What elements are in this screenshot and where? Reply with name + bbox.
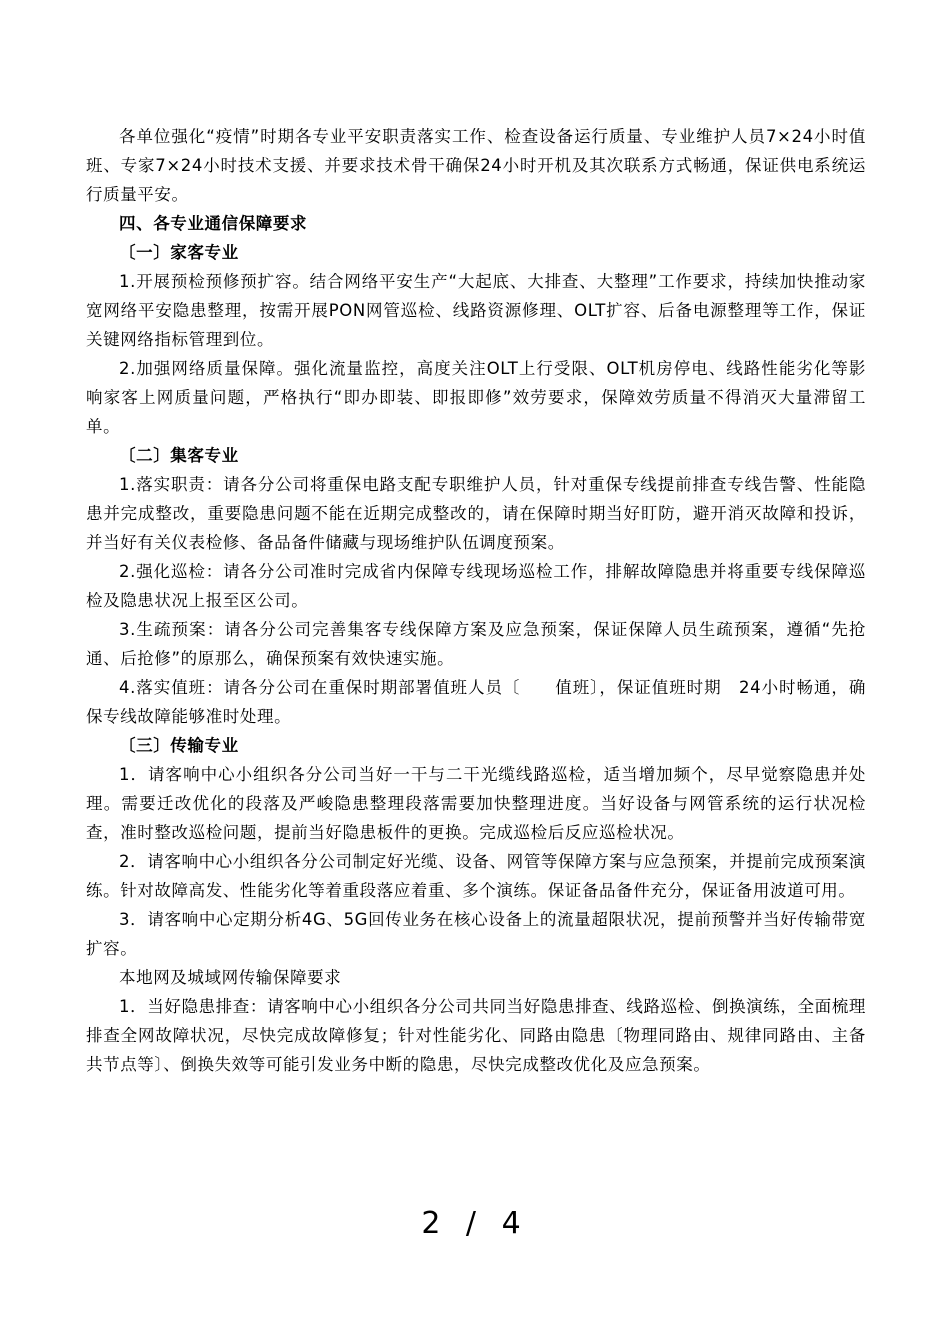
subsection-heading-group-customer: 〔二〕集客专业 [119, 446, 239, 465]
paragraph-group-4: 4.落实值班：请各分公司在重保时期部署值班人员〔 值班〕，保证值班时期 24小时畅通，确保专线故障能够准时处理。 [86, 678, 866, 726]
paragraph-home-1: 1.开展预检预修预扩容。结合网络平安生产“大起底、大排查、大整理”工作要求，持续加快推动家宽网络平安隐患整理，按需开展PON网管巡检、线路资源修理、OLT扩容、后备电源整理等工作，保证关键网络指标管理到位。 [86, 272, 866, 349]
paragraph-group-1: 1.落实职责：请各分公司将重保电路支配专职维护人员，针对重保专线提前排查专线告警、性能隐患并完成整改，重要隐患问题不能在近期完成整改的，请在保障时期当好盯防，避开消灭故障和投诉，并当好有关仪表检修、备品备件储藏与现场维护队伍调度预案。 [86, 475, 866, 552]
paragraph-intro: 各单位强化“疫情”时期各专业平安职责落实工作、检查设备运行质量、专业维护人员7×24小时值班、专家7×24小时技术支援、并要求技术骨干确保24小时开机及其次联系方式畅通，保证供电系统运行质量平安。 [86, 127, 866, 204]
paragraph-group-2: 2.强化巡检：请各分公司准时完成省内保障专线现场巡检工作，排解故障隐患并将重要专线保障巡检及隐患状况上报至区公司。 [86, 562, 866, 610]
paragraph-transmission-1: 1．请客响中心小组织各分公司当好一干与二干光缆线路巡检，适当增加频个，尽早觉察隐患并处理。需要迁改优化的段落及严峻隐患整理段落需要加快整理进度。当好设备与网管系统的运行状况检查，准时整改巡检问题，提前当好隐患板件的更换。完成巡检后反应巡检状况。 [86, 765, 866, 842]
paragraph-transmission-2: 2．请客响中心小组织各分公司制定好光缆、设备、网管等保障方案与应急预案，并提前完成预案演练。针对故障高发、性能劣化等着重段落应着重、多个演练。保证备品备件充分，保证备用波道可用。 [86, 852, 866, 900]
paragraph-local-network-1: 1．当好隐患排查：请客响中心小组织各分公司共同当好隐患排查、线路巡检、倒换演练，全面梳理排查全网故障状况，尽快完成故障修复；针对性能劣化、同路由隐患〔物理同路由、规律同路由、主备共节点等〕、倒换失效等可能引发业务中断的隐患，尽快完成整改优化及应急预案。 [86, 997, 866, 1074]
paragraph-transmission-3: 3．请客响中心定期分析4G、5G回传业务在核心设备上的流量超限状况，提前预警并当好传输带宽扩容。 [86, 910, 866, 958]
document-body [86, 122, 866, 1079]
page-number: 2 / 4 [421, 1206, 529, 1241]
paragraph-home-2: 2.加强网络质量保障。强化流量监控，高度关注OLT上行受限、OLT机房停电、线路性能劣化等影响家客上网质量问题，严格执行“即办即装、即报即修”效劳要求，保障效劳质量不得消灭大量滞留工单。 [86, 359, 866, 436]
paragraph-group-3: 3.生疏预案：请各分公司完善集客专线保障方案及应急预案，保证保障人员生疏预案，遵循“先抢通、后抢修”的原那么，确保预案有效快速实施。 [86, 620, 866, 668]
section-heading-4: 四、各专业通信保障要求 [119, 214, 308, 233]
subsection-heading-local-network: 本地网及城域网传输保障要求 [119, 968, 342, 987]
subsection-heading-home-customer: 〔一〕家客专业 [119, 243, 239, 262]
subsection-heading-transmission: 〔三〕传输专业 [119, 736, 239, 755]
